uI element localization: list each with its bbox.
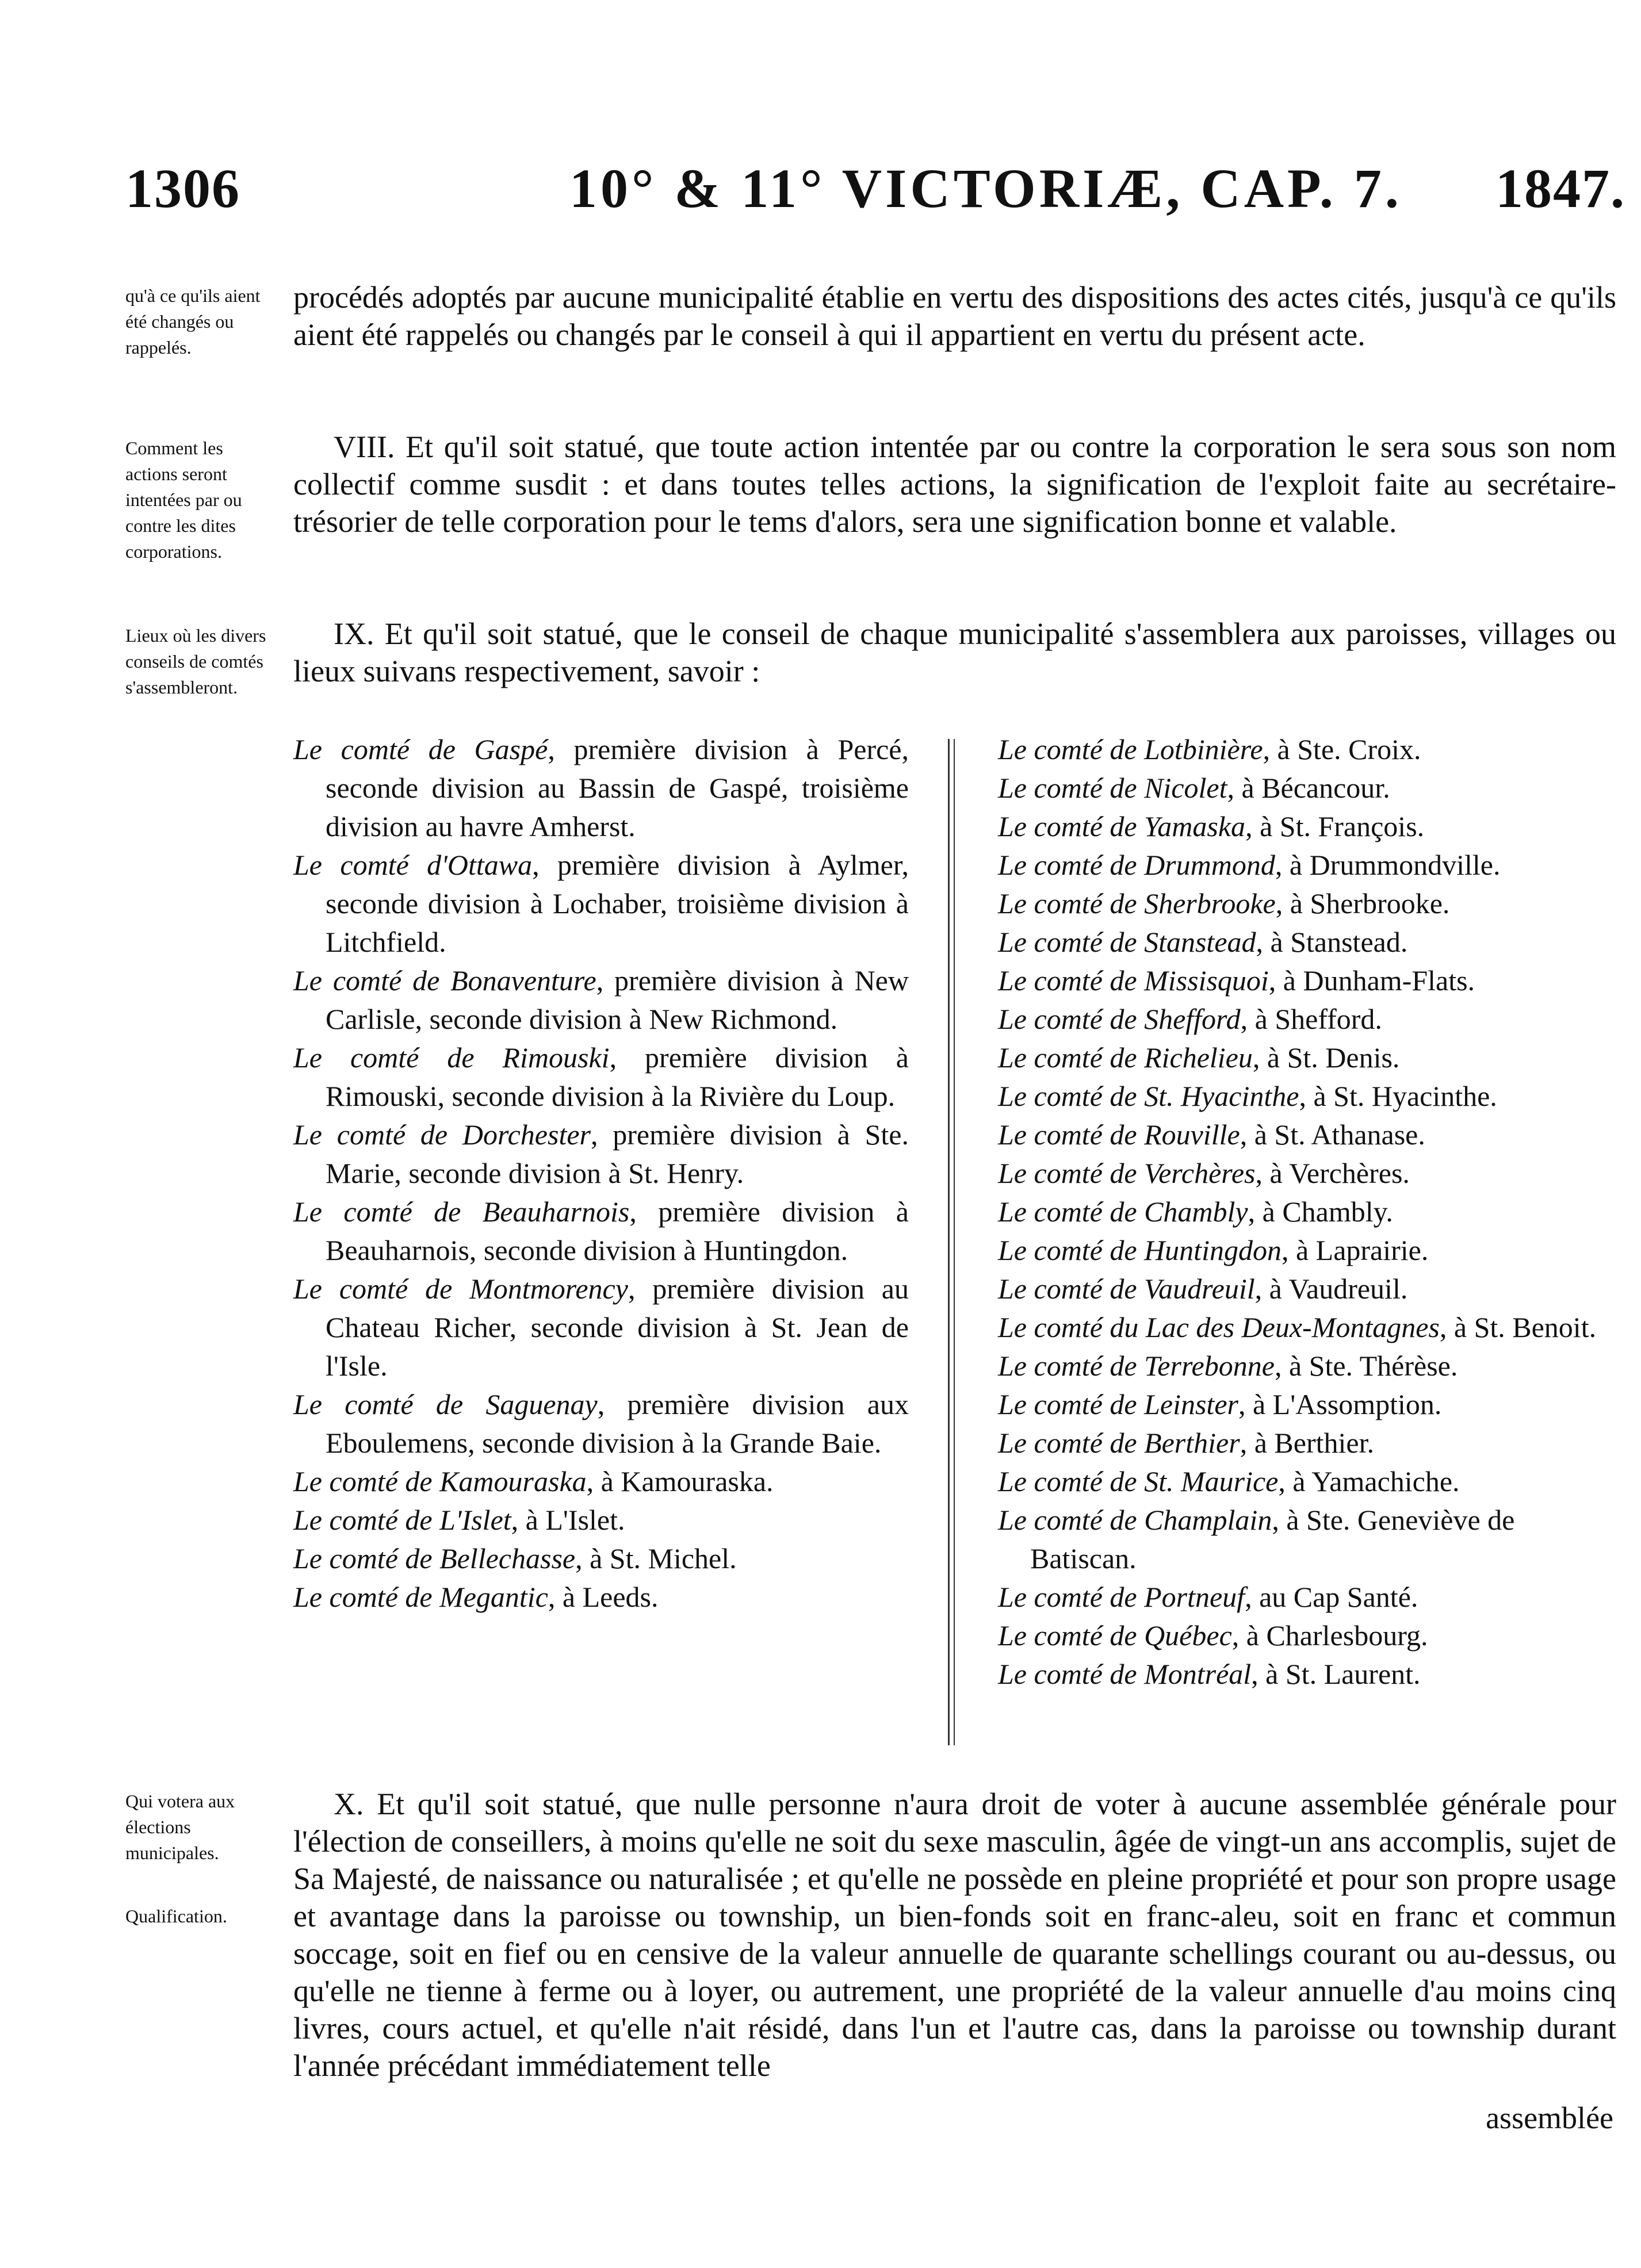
catchword: assemblée <box>1486 2101 1613 2135</box>
county-location: , à Sherbrooke. <box>1275 887 1450 920</box>
county-name: Le comté du Lac des Deux-Montagnes <box>998 1311 1440 1343</box>
county-location: , à Chambly. <box>1248 1196 1393 1228</box>
county-entry <box>293 1501 909 1539</box>
column-rule <box>948 739 950 1745</box>
county-name: Le comté de Montmorency <box>293 1273 628 1305</box>
county-name: Le comté de Stanstead <box>998 926 1256 958</box>
county-name: Le comté de Drummond <box>998 849 1275 881</box>
county-entry <box>998 1193 1613 1231</box>
county-entry <box>998 769 1613 807</box>
county-name: Le comté de Lotbinière <box>998 733 1263 765</box>
county-entry <box>998 961 1613 1000</box>
county-location: , à Stanstead. <box>1256 926 1408 958</box>
county-location: , à St. François. <box>1245 810 1425 842</box>
county-location: , à St. Laurent. <box>1251 1658 1421 1690</box>
county-entry <box>998 884 1613 923</box>
county-name: Le comté de Megantic <box>293 1581 548 1613</box>
county-entry <box>998 1308 1613 1347</box>
county-location: , première division aux Eboulemens, seconde division à la Grande Baie. <box>326 1388 909 1459</box>
county-name: Le comté de Bellechasse <box>293 1542 576 1574</box>
county-name: Le comté de Shefford <box>998 1003 1241 1035</box>
county-location: , première division à Rimouski, seconde division à la Rivière du Loup. <box>326 1041 909 1112</box>
county-name: Le comté de Leinster <box>998 1388 1238 1420</box>
county-name: Le comté de Québec <box>998 1619 1232 1652</box>
county-location: , à L'Islet. <box>511 1504 625 1536</box>
county-name: Le comté de Montréal <box>998 1658 1252 1690</box>
county-name: Le comté de Rimouski <box>293 1041 610 1074</box>
county-location: , à Verchères. <box>1255 1157 1410 1189</box>
county-name: Le comté de Verchères <box>998 1157 1256 1189</box>
county-name: Le comté de L'Islet <box>293 1504 511 1536</box>
county-entry <box>998 1424 1613 1462</box>
county-location: , à St. Denis. <box>1252 1041 1400 1074</box>
county-name: Le comté de Sherbrooke <box>998 887 1276 920</box>
county-entry <box>293 846 909 961</box>
county-entry <box>998 1462 1613 1501</box>
county-entry <box>998 1347 1613 1385</box>
county-location: , à St. Michel. <box>575 1542 737 1574</box>
county-location: , première division à Ste. Marie, seconde division à St. Henry. <box>326 1118 909 1189</box>
paragraph-x: X. Et qu'il soit statué, que nulle personne n'aura droit de voter à aucune assemblée générale pour l'élection de conseillers, à moins qu'elle ne soit du sexe masculin, âgée de vingt-un ans accomplis, sujet de Sa Majesté, de naissance ou naturalisée ; et qu'elle ne possède en pleine propriété et pour son propre usage et avantage dans la paroisse ou township, un bien-fonds soit en franc-aleu, soit en franc et commun soccage, soit en fief ou en censive de la valeur annuelle de quarante schellings courant ou au-dessus, ou qu'elle ne tienne à ferme ou à loyer, ou autrement, une propriété de la valeur annuelle d'au moins cinq livres, cours actuel, et qu'elle n'ait résidé, dans l'un et l'autre cas, dans la paroisse ou township durant l'année précédant immédiatement telle <box>293 1787 1616 2083</box>
county-name: Le comté de Saguenay <box>293 1388 598 1420</box>
county-location: , première division au Chateau Richer, seconde division à St. Jean de l'Isle. <box>326 1273 909 1382</box>
side-note-qualification: Qualification. <box>125 1906 227 1926</box>
page-number: 1306 <box>125 158 240 219</box>
county-location: , première division à New Carlisle, seconde division à New Richmond. <box>326 964 909 1035</box>
county-entry <box>998 1000 1613 1039</box>
county-location: , à Ste. Geneviève de Batiscan. <box>1030 1504 1515 1574</box>
county-name: Le comté de Portneuf <box>998 1581 1245 1613</box>
paragraph-ix: IX. Et qu'il soit statué, que le conseil de chaque municipalité s'assemblera aux paroisses, villages ou lieux suivans respectivement, savoir : <box>293 616 1616 688</box>
county-entry <box>998 730 1613 769</box>
county-entry <box>293 1039 909 1116</box>
county-entry <box>998 1501 1613 1578</box>
county-location: , à Ste. Croix. <box>1263 733 1421 765</box>
side-note-actions: Comment les actions seront intentées par ou contre les dites corporations. <box>125 438 242 562</box>
county-location: , à St. Hyacinthe. <box>1299 1080 1497 1112</box>
side-note-qui-votera: Qui votera aux élections municipales. <box>125 1791 235 1863</box>
county-location: , à Ste. Thérèse. <box>1274 1350 1458 1382</box>
county-location: , au Cap Santé. <box>1245 1581 1418 1613</box>
county-location: , à Bécancour. <box>1227 772 1390 804</box>
side-note-lieux: Lieux où les divers conseils de comtés s'assembleront. <box>125 625 266 698</box>
county-name: Le comté de Berthier <box>998 1427 1240 1459</box>
county-location: , à Laprairie. <box>1281 1234 1429 1266</box>
county-name: Le comté d'Ottawa <box>293 849 533 881</box>
county-entry <box>293 1578 909 1616</box>
county-name: Le comté de Champlain <box>998 1504 1272 1536</box>
county-entry <box>293 1385 909 1462</box>
county-entry <box>998 1039 1613 1077</box>
county-entry <box>998 1154 1613 1193</box>
county-entry <box>998 923 1613 961</box>
county-entry <box>293 730 909 846</box>
county-location: , à Shefford. <box>1240 1003 1382 1035</box>
county-entry <box>998 1578 1613 1616</box>
county-name: Le comté de Kamouraska <box>293 1465 587 1497</box>
county-entry <box>293 1539 909 1578</box>
county-location: , à Vaudreuil. <box>1254 1273 1408 1305</box>
county-name: Le comté de Richelieu <box>998 1041 1253 1074</box>
county-location: , à Yamachiche. <box>1278 1465 1460 1497</box>
county-entry <box>293 1116 909 1193</box>
county-entry <box>998 1270 1613 1308</box>
county-list-right <box>998 730 1613 1694</box>
side-note-rappeles: qu'à ce qu'ils aient été changés ou rappelés. <box>125 285 261 358</box>
county-location: , à Kamouraska. <box>586 1465 774 1497</box>
county-name: Le comté de Terrebonne <box>998 1350 1275 1382</box>
county-entry <box>293 961 909 1039</box>
column-rule-inner <box>954 739 955 1745</box>
county-entry <box>293 1193 909 1270</box>
county-entry <box>998 1231 1613 1270</box>
county-list-left <box>293 730 909 1616</box>
county-entry <box>998 1616 1613 1655</box>
county-name: Le comté de Dorchester <box>293 1118 591 1151</box>
running-title: 10° & 11° VICTORIÆ, CAP. 7. <box>569 158 1402 219</box>
county-name: Le comté de Huntingdon <box>998 1234 1282 1266</box>
county-entry <box>998 1655 1613 1694</box>
paragraph-viii: VIII. Et qu'il soit statué, que toute action intentée par ou contre la corporation le sera sous son nom collectif comme susdit : et dans toutes telles actions, la signification de l'exploit faite au secrétaire-trésorier de telle corporation pour le tems d'alors, sera une signification bonne et valable. <box>293 430 1616 539</box>
county-location: , première division à Percé, seconde division au Bassin de Gaspé, troisième division au havre Amherst. <box>326 733 909 842</box>
county-name: Le comté de Chambly <box>998 1196 1248 1228</box>
paragraph-intro: procédés adoptés par aucune municipalité établie en vertu des dispositions des actes cités, jusqu'à ce qu'ils aient été rappelés ou changés par le conseil à qui il appartient en vertu du présent acte. <box>293 280 1616 352</box>
county-location: , première division à Aylmer, seconde division à Lochaber, troisième division à Litchfield. <box>326 849 909 958</box>
county-name: Le comté de St. Hyacinthe <box>998 1080 1299 1112</box>
county-name: Le comté de Nicolet <box>998 772 1227 804</box>
county-name: Le comté de Beauharnois <box>293 1196 630 1228</box>
county-entry <box>998 1116 1613 1154</box>
county-location: , à St. Athanase. <box>1240 1118 1425 1151</box>
header-year: 1847. <box>1495 158 1625 219</box>
county-entry <box>293 1462 909 1501</box>
county-entry <box>998 1077 1613 1116</box>
county-name: Le comté de Vaudreuil <box>998 1273 1255 1305</box>
county-location: , première division à Beauharnois, seconde division à Huntingdon. <box>326 1196 909 1266</box>
county-name: Le comté de Missisquoi <box>998 964 1269 997</box>
county-location: , à Charlesbourg. <box>1231 1619 1428 1652</box>
county-name: Le comté de Gaspé <box>293 733 548 765</box>
county-name: Le comté de Rouville <box>998 1118 1240 1151</box>
county-name: Le comté de Bonaventure <box>293 964 596 997</box>
county-entry <box>998 846 1613 884</box>
county-location: , à Leeds. <box>548 1581 659 1613</box>
county-name: Le comté de St. Maurice <box>998 1465 1279 1497</box>
county-entry <box>998 807 1613 846</box>
county-location: , à Drummondville. <box>1275 849 1501 881</box>
county-entry <box>293 1270 909 1385</box>
county-location: , à Dunham-Flats. <box>1268 964 1475 997</box>
county-location: , à L'Assomption. <box>1238 1388 1442 1420</box>
county-location: , à St. Benoit. <box>1439 1311 1597 1343</box>
county-name: Le comté de Yamaska <box>998 810 1246 842</box>
county-location: , à Berthier. <box>1240 1427 1374 1459</box>
county-entry <box>998 1385 1613 1424</box>
